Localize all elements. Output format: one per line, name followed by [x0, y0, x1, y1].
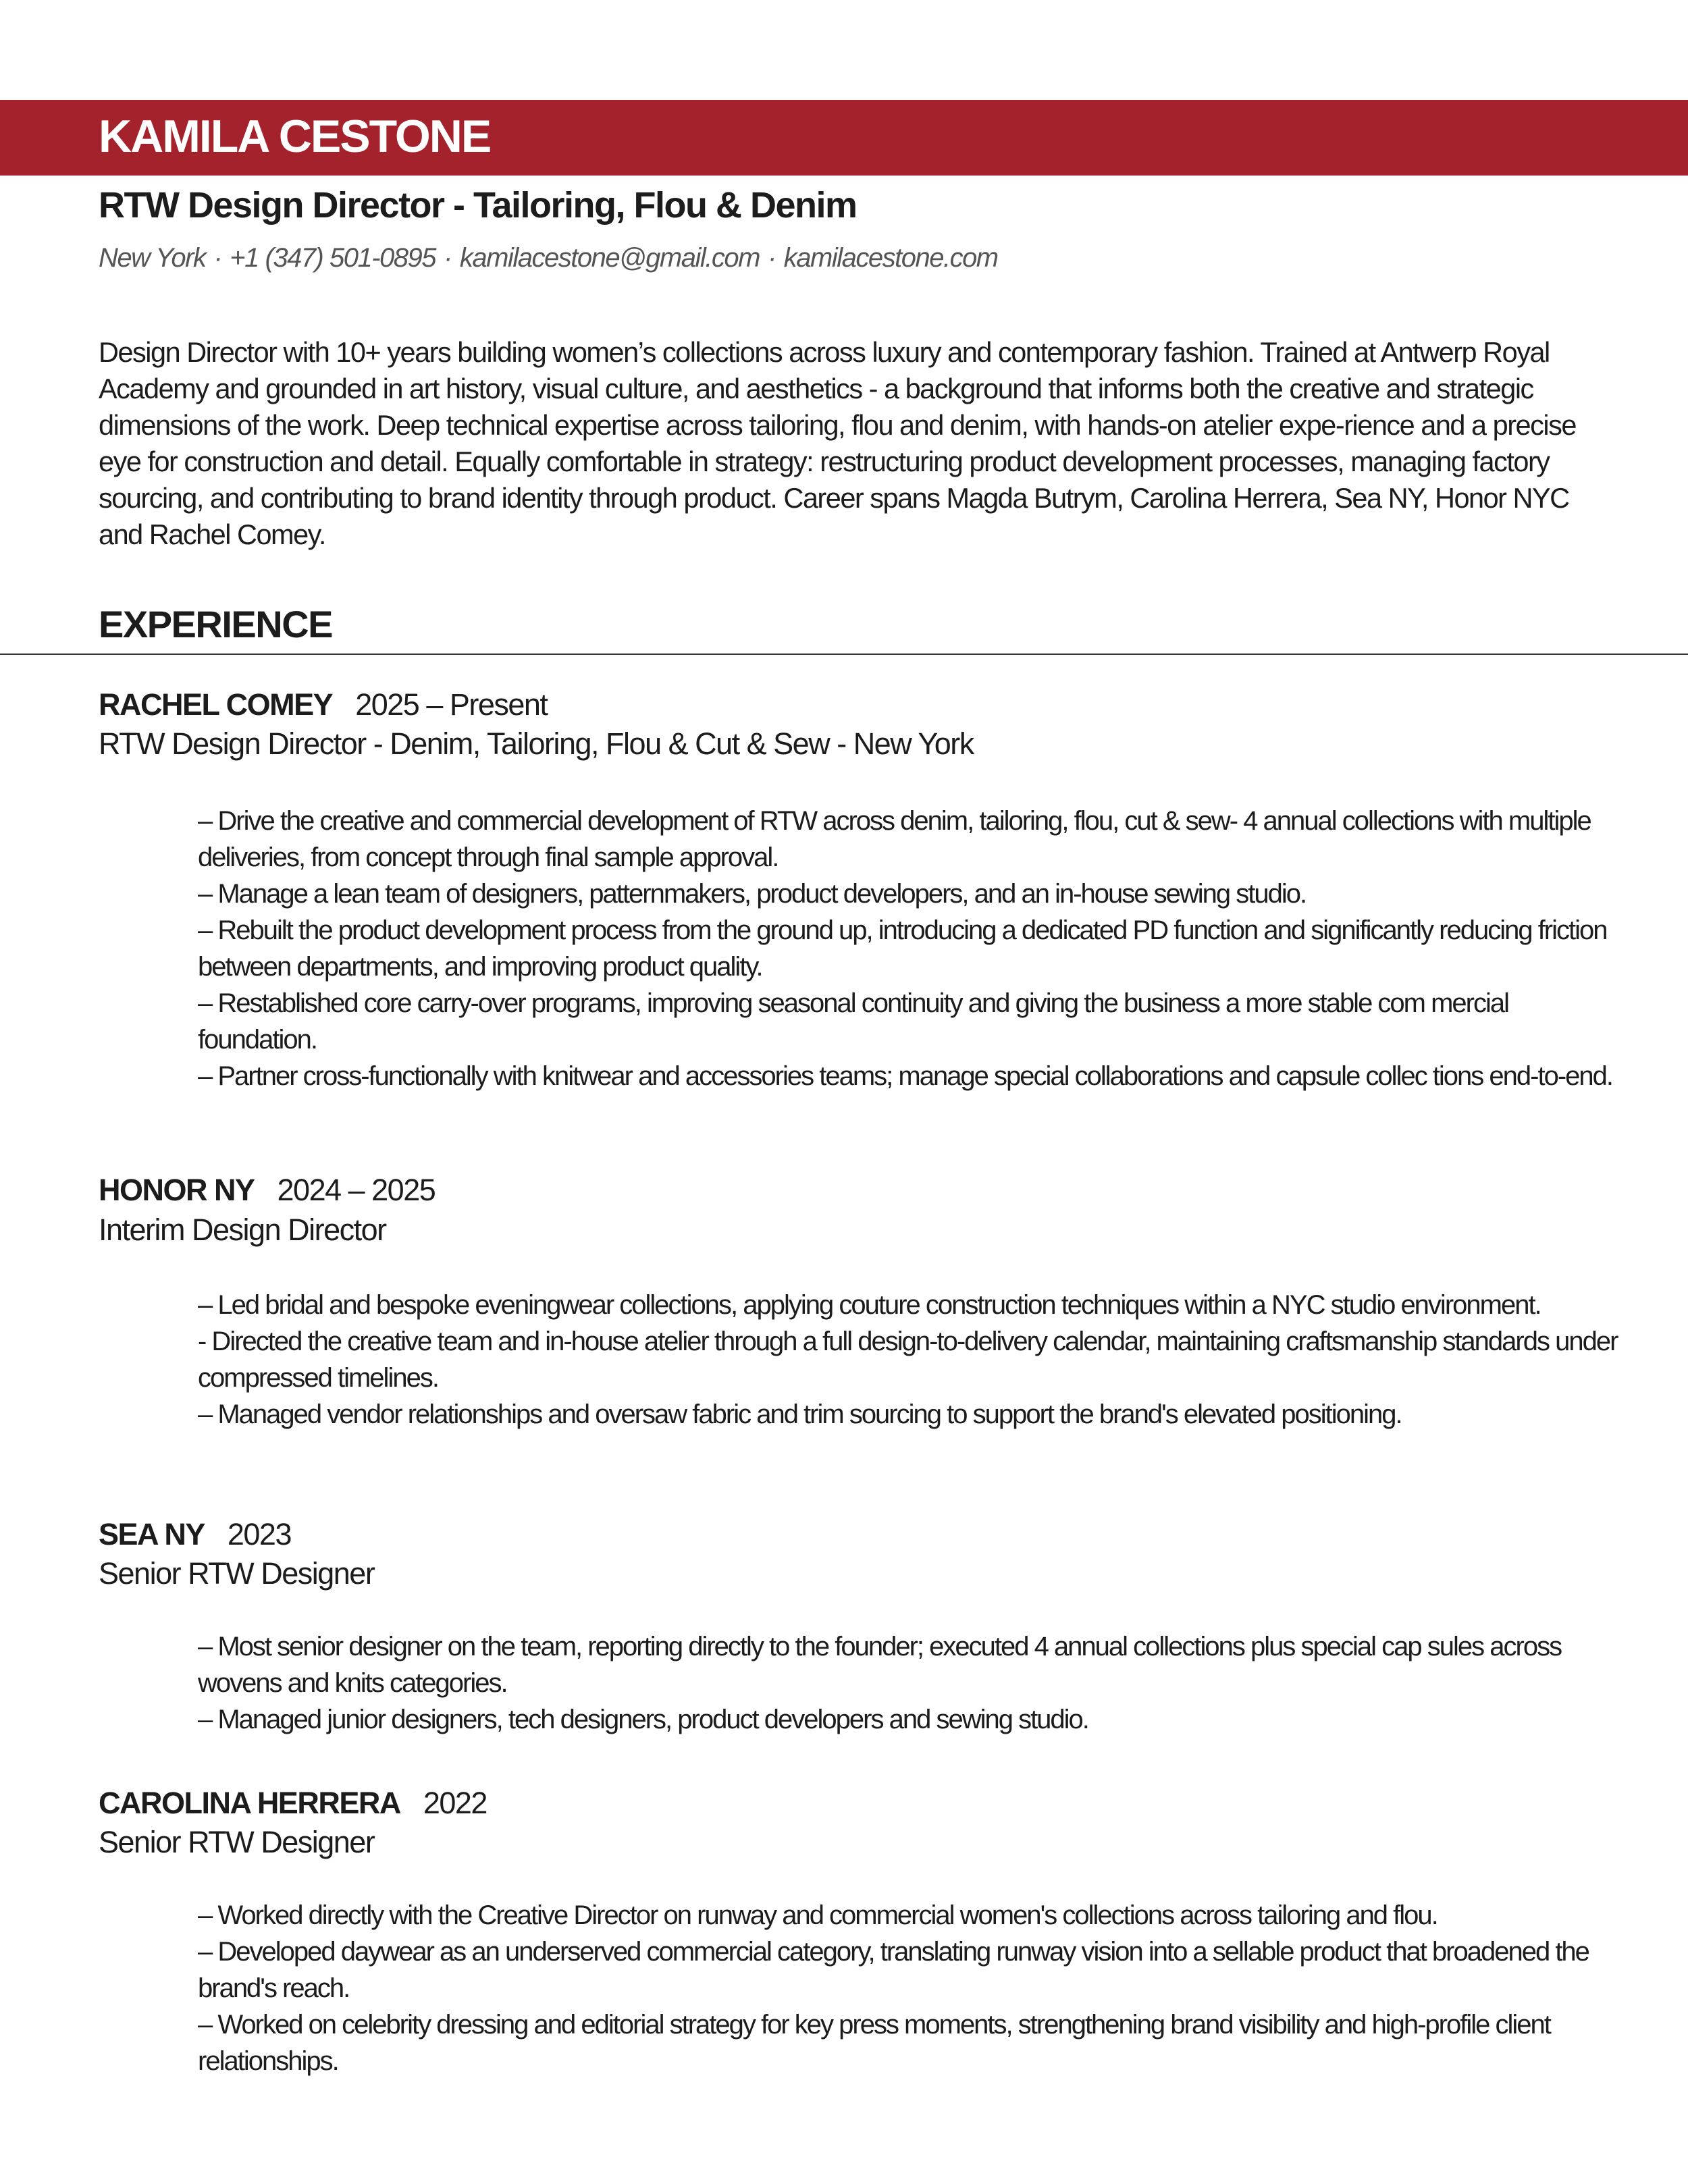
job-bullets — [198, 803, 1623, 1094]
bullet-item: – Managed vendor relationships and oversaw fabric and trim sourcing to support the brand's elevated positioning. — [198, 1400, 1402, 1429]
name-banner — [0, 100, 1688, 176]
job-bullets — [198, 1897, 1623, 2079]
job-company: SEA NY — [99, 1517, 205, 1551]
professional-summary: Design Director with 10+ years building women’s collections across luxury and contemporary fashion. Trained at Antwerp Royal Academy and grounded in art history, visual culture, and aesthetics - a background that informs both the creative and strategic dimensions of the work. Deep technical expertise across tailoring, flou and denim, with hands-on atelier expe-rience and a precise eye for construction and detail. Equally comfortable in strategy: restructuring product development processes, managing factory sourcing, and contributing to brand identity through product. Career spans Magda Butrym, Carolina Herrera, Sea NY, Honor NYC and Rachel Comey. — [99, 336, 1576, 550]
bullet-item: – Developed daywear as an underserved commercial category, translating runway vision into a sellable product that broadened the brand's reach. — [198, 1937, 1589, 2003]
job-header — [99, 1171, 435, 1210]
job-company: RACHEL COMEY — [99, 687, 333, 722]
job-dates: 2025 – Present — [355, 687, 548, 722]
job-header — [99, 1515, 291, 1554]
section-divider — [0, 654, 1688, 655]
contact-separator: · — [444, 243, 452, 273]
bullet-item: – Most senior designer on the team, reporting directly to the founder; executed 4 annual collections plus special cap sules across wovens and knits categories. — [198, 1632, 1562, 1698]
job-company: CAROLINA HERRERA — [99, 1786, 400, 1820]
contact-line — [99, 238, 998, 278]
job-header — [99, 685, 547, 724]
bullet-item: – Restablished core carry-over programs, improving seasonal continuity and giving the business a more stable com mercial foundation. — [198, 988, 1509, 1055]
bullet-item: – Rebuilt the product development process from the ground up, introducing a dedicated PD function and significantly reducing friction between departments, and improving product quality. — [198, 915, 1607, 982]
contact-location: New York — [99, 243, 206, 273]
experience-heading: EXPERIENCE — [99, 603, 332, 645]
job-dates: 2023 — [227, 1517, 291, 1551]
bullet-item: – Worked on celebrity dressing and editorial strategy for key press moments, strengthening brand visibility and high-profile client relationships. — [198, 2010, 1550, 2076]
job-role: Senior RTW Designer — [99, 1825, 375, 1859]
contact-separator: · — [767, 243, 776, 273]
bullet-item: – Drive the creative and commercial development of RTW across denim, tailoring, flou, cut & sew- 4 annual collections with multiple deliveries, from concept through final sample approval. — [198, 806, 1591, 872]
job-role: RTW Design Director - Denim, Tailoring, Flou & Cut & Sew - New York — [99, 726, 974, 761]
contact-separator: · — [213, 243, 222, 273]
job-company: HONOR NY — [99, 1173, 255, 1207]
job-header — [99, 1784, 487, 1823]
candidate-name: KAMILA CESTONE — [99, 111, 491, 162]
bullet-item: – Managed junior designers, tech designers, product developers and sewing studio. — [198, 1705, 1088, 1734]
job-bullets — [198, 1628, 1623, 1738]
bullet-item: – Led bridal and bespoke eveningwear collections, applying couture construction techniques within a NYC studio environment. — [198, 1290, 1541, 1320]
job-bullets — [198, 1287, 1623, 1433]
bullet-item: – Manage a lean team of designers, patternmakers, product developers, and an in-house sewing studio. — [198, 879, 1307, 909]
job-title: RTW Design Director - Tailoring, Flou & Denim — [99, 185, 857, 225]
bullet-item: - Directed the creative team and in-house atelier through a full design-to-delivery calendar, maintaining craftsmanship standards under compressed timelines. — [198, 1327, 1618, 1393]
contact-website[interactable]: kamilacestone.com — [783, 243, 998, 273]
job-dates: 2022 — [423, 1786, 487, 1820]
job-role: Senior RTW Designer — [99, 1556, 375, 1591]
contact-phone[interactable]: +1 (347) 501-0895 — [230, 243, 436, 273]
bullet-item: – Worked directly with the Creative Director on runway and commercial women's collections across tailoring and flou. — [198, 1900, 1438, 1930]
job-dates: 2024 – 2025 — [277, 1173, 436, 1207]
contact-email[interactable]: kamilacestone@gmail.com — [459, 243, 760, 273]
job-role: Interim Design Director — [99, 1213, 386, 1247]
bullet-item: – Partner cross-functionally with knitwear and accessories teams; manage special collaborations and capsule collec tions end-to-end. — [198, 1061, 1613, 1091]
